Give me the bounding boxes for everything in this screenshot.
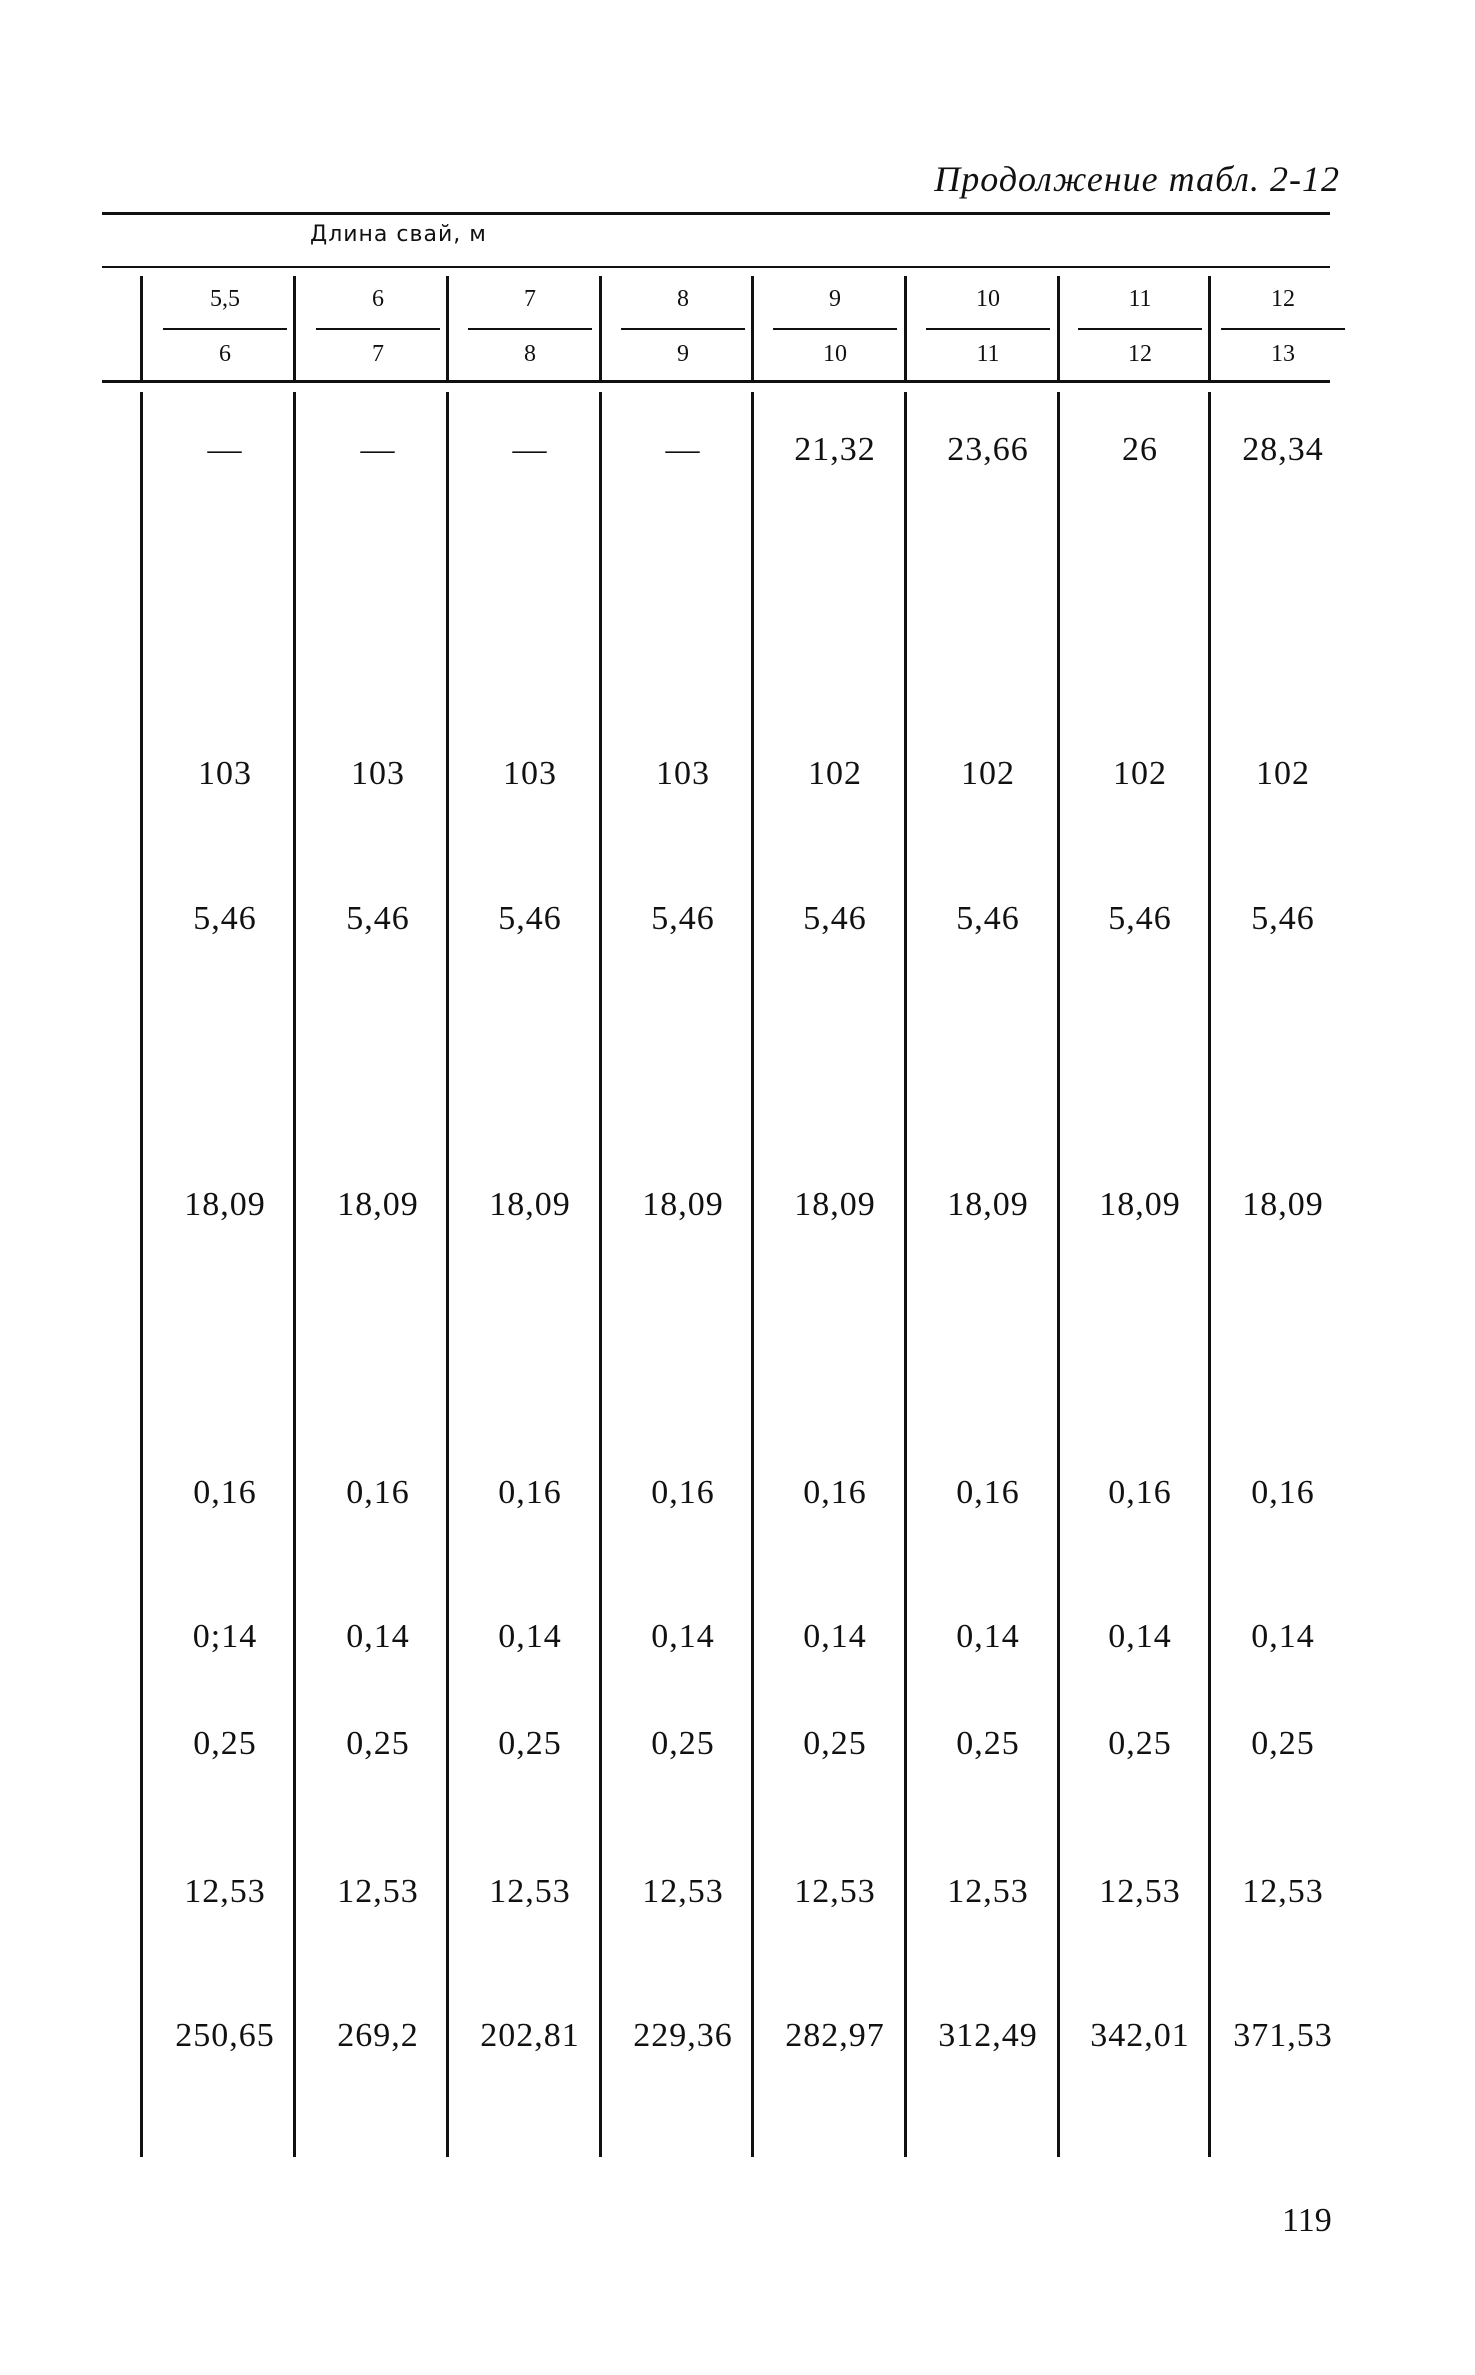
column-header-top: 7 — [524, 286, 536, 312]
table-cell: 0,14 — [346, 1618, 410, 1655]
table-cell: 103 — [656, 755, 710, 792]
table-cell: 0,14 — [651, 1618, 715, 1655]
column-header-top: 6 — [372, 286, 384, 312]
table-cell: 0,25 — [803, 1725, 867, 1762]
table-cell: — — [512, 431, 548, 468]
table-cell: 26 — [1122, 431, 1158, 468]
table-cell: 0,16 — [346, 1474, 410, 1511]
table-cell: 0,25 — [1251, 1725, 1315, 1762]
table-cell: 102 — [808, 755, 862, 792]
table-cell: 12,53 — [184, 1873, 266, 1910]
table-cell: 5,46 — [498, 900, 562, 937]
column-header-bottom: 6 — [219, 341, 231, 367]
table-cell: 229,36 — [633, 2017, 733, 2054]
column-header-divider — [468, 328, 592, 330]
table-cell: 18,09 — [642, 1186, 724, 1223]
table-cell: 18,09 — [947, 1186, 1029, 1223]
table-cell: 0,25 — [193, 1725, 257, 1762]
table-cell: 23,66 — [947, 431, 1029, 468]
table-cell: 371,53 — [1233, 2017, 1333, 2054]
table-cell: 0;14 — [192, 1618, 258, 1655]
table-cell: 18,09 — [337, 1186, 419, 1223]
column-header-bottom: 10 — [823, 341, 847, 367]
column-header-top: 10 — [976, 286, 1000, 312]
table-cell: 0,16 — [956, 1474, 1020, 1511]
table-cell: 12,53 — [337, 1873, 419, 1910]
table-cell: 0,25 — [346, 1725, 410, 1762]
group-header: Длина свай, м — [310, 222, 487, 247]
table-cell: 12,53 — [1242, 1873, 1324, 1910]
table-cell: 0,16 — [193, 1474, 257, 1511]
table-cell: 0,14 — [956, 1618, 1020, 1655]
group-header-rule — [102, 266, 1330, 268]
column-header-bottom: 13 — [1271, 341, 1295, 367]
table-cell: 202,81 — [480, 2017, 580, 2054]
column-header-top: 8 — [677, 286, 689, 312]
table-cell: 0,16 — [651, 1474, 715, 1511]
table-cell: 0,16 — [803, 1474, 867, 1511]
table-cell: 5,46 — [803, 900, 867, 937]
table-top-rule — [102, 212, 1330, 215]
table-cell: 12,53 — [489, 1873, 571, 1910]
table-cell: 21,32 — [794, 431, 876, 468]
table-cell: 12,53 — [947, 1873, 1029, 1910]
table-cell: 5,46 — [1251, 900, 1315, 937]
header-bottom-rule — [102, 380, 1330, 383]
table-cell: 12,53 — [794, 1873, 876, 1910]
table-cell: 28,34 — [1242, 431, 1324, 468]
table-cell: — — [665, 431, 701, 468]
column-header-divider — [1221, 328, 1345, 330]
column-header-divider — [316, 328, 440, 330]
table-cell: 18,09 — [1242, 1186, 1324, 1223]
table-cell: 103 — [198, 755, 252, 792]
table-cell: 5,46 — [193, 900, 257, 937]
table-cell: 18,09 — [1099, 1186, 1181, 1223]
table-caption: Продолжение табл. 2-12 — [934, 159, 1340, 199]
table-cell: 0,16 — [1251, 1474, 1315, 1511]
table-cell: 18,09 — [794, 1186, 876, 1223]
column-header-top: 5,5 — [210, 286, 240, 312]
table-cell: 102 — [961, 755, 1015, 792]
table-cell: 0,14 — [1108, 1618, 1172, 1655]
table-cell: 102 — [1256, 755, 1310, 792]
table-cell: 12,53 — [1099, 1873, 1181, 1910]
column-header-bottom: 9 — [677, 341, 689, 367]
table-cell: 312,49 — [938, 2017, 1038, 2054]
table-cell: 5,46 — [1108, 900, 1172, 937]
table-cell: 0,14 — [1251, 1618, 1315, 1655]
table-cell: 18,09 — [489, 1186, 571, 1223]
table-cell: 0,16 — [1108, 1474, 1172, 1511]
table-cell: 0,14 — [803, 1618, 867, 1655]
column-header-divider — [621, 328, 745, 330]
column-header-bottom: 11 — [976, 341, 1000, 367]
column-header-top: 11 — [1128, 286, 1152, 312]
column-header-bottom: 8 — [524, 341, 536, 367]
column-header-divider — [773, 328, 897, 330]
table-cell: 282,97 — [785, 2017, 885, 2054]
table-cell: 103 — [351, 755, 405, 792]
column-header-top: 12 — [1271, 286, 1295, 312]
body-column-rule — [140, 392, 143, 2157]
table-cell: 250,65 — [175, 2017, 275, 2054]
column-header-divider — [163, 328, 287, 330]
table-cell: 0,25 — [651, 1725, 715, 1762]
table-cell: 342,01 — [1090, 2017, 1190, 2054]
table-cell: 5,46 — [956, 900, 1020, 937]
table-cell: 0,25 — [1108, 1725, 1172, 1762]
table-cell: 0,16 — [498, 1474, 562, 1511]
table-cell: 0,25 — [956, 1725, 1020, 1762]
table-cell: 18,09 — [184, 1186, 266, 1223]
column-header-bottom: 7 — [372, 341, 384, 367]
column-header-top: 9 — [829, 286, 841, 312]
table-cell: 102 — [1113, 755, 1167, 792]
table-cell: 12,53 — [642, 1873, 724, 1910]
column-header-bottom: 12 — [1128, 341, 1152, 367]
table-cell: — — [207, 431, 243, 468]
table-cell: 0,14 — [498, 1618, 562, 1655]
column-header-divider — [1078, 328, 1202, 330]
page-number: 119 — [1282, 2202, 1332, 2239]
column-header-divider — [926, 328, 1050, 330]
table-cell: 269,2 — [337, 2017, 419, 2054]
table-cell: — — [360, 431, 396, 468]
table-cell: 5,46 — [346, 900, 410, 937]
table-cell: 0,25 — [498, 1725, 562, 1762]
header-column-rule — [140, 276, 143, 380]
table-cell: 103 — [503, 755, 557, 792]
table-cell: 5,46 — [651, 900, 715, 937]
